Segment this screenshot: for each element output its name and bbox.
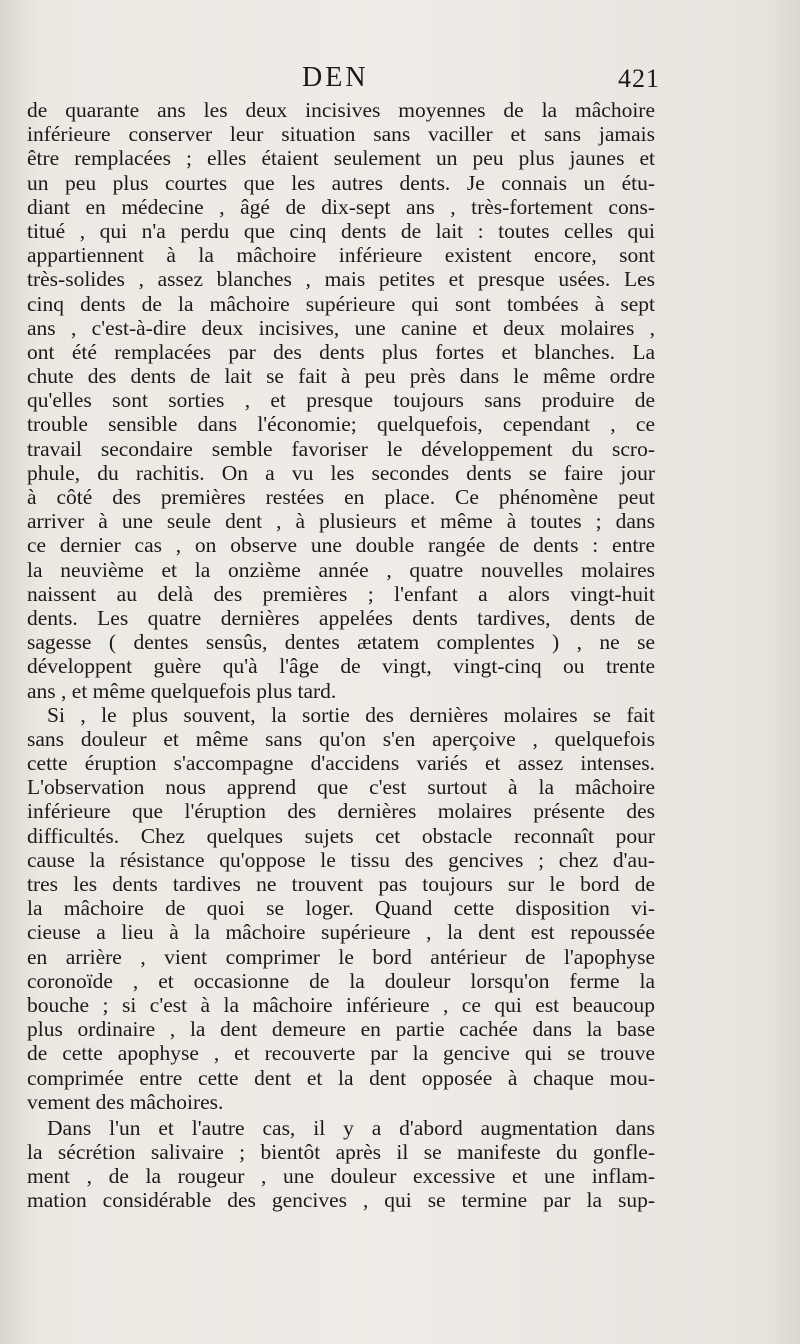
text-line: appartiennent à la mâchoire inférieure existent encore, sont (27, 243, 655, 268)
text-line: ont été remplacées par des dents plus fortes et blanches. La (27, 339, 655, 364)
text-line: qu'elles sont sorties , et presque toujours sans produire de (27, 388, 655, 413)
text-line: de cette apophyse , et recouverte par la gencive qui se trouve (27, 1041, 655, 1066)
text-line: en arrière , vient comprimer le bord antérieur de l'apophyse (27, 944, 655, 969)
text-line: cette éruption s'accompagne d'accidens variés et assez intenses. (27, 751, 655, 776)
paragraph-3 (27, 1116, 655, 1213)
text-line: travail secondaire semble favoriser le développement du scro- (27, 436, 655, 461)
text-line: coronoïde , et occasionne de la douleur lorsqu'on ferme la (27, 968, 655, 993)
text-line: très-solides , assez blanches , mais petites et presque usées. Les (27, 267, 655, 292)
text-line: dents. Les quatre dernières appelées dents tardives, dents de (27, 605, 655, 630)
text-line: être remplacées ; elles étaient seulement un peu plus jaunes et (27, 146, 655, 171)
text-line: de quarante ans les deux incisives moyennes de la mâchoire (27, 98, 655, 122)
text-line: trouble sensible dans l'économie; quelquefois, cependant , ce (27, 412, 655, 437)
text-line: plus ordinaire , la dent demeure en partie cachée dans la base (27, 1017, 655, 1042)
text-line: phule, du rachitis. On a vu les secondes dents se faire jour (27, 460, 655, 485)
text-line: tres les dents tardives ne trouvent pas toujours sur le bord de (27, 872, 655, 896)
paragraph-2 (27, 703, 655, 1114)
text-line: difficultés. Chez quelques sujets cet obstacle reconnaît pour (27, 823, 655, 848)
text-line: sagesse ( dentes sensûs, dentes ætatem complentes ) , ne se (27, 630, 655, 655)
text-line: vement des mâchoires. (27, 1089, 224, 1114)
text-line: ce dernier cas , on observe une double rangée de dents : entre (27, 533, 655, 558)
text-line: la sécrétion salivaire ; bientôt après il se manifeste du gonfle- (27, 1140, 655, 1165)
text-line: arriver à une seule dent , à plusieurs et même à toutes ; dans (27, 509, 655, 534)
running-head: DEN (302, 62, 369, 93)
page-header (0, 62, 800, 98)
text-line: bouche ; si c'est à la mâchoire inférieure , ce qui est beaucoup (27, 992, 655, 1017)
text-line: à côté des premières restées en place. Ce phénomène peut (27, 485, 655, 509)
text-line: la neuvième et la onzième année , quatre nouvelles molaires (27, 557, 655, 582)
text-line: naissent au delà des premières ; l'enfant a alors vingt-huit (27, 581, 655, 606)
text-line: développent guère qu'à l'âge de vingt, vingt-cinq ou trente (27, 654, 655, 679)
text-line: ans , et même quelquefois plus tard. (27, 678, 337, 703)
text-line: ment , de la rougeur , une douleur excessive et une inflam- (27, 1164, 655, 1189)
text-line: Si , le plus souvent, la sortie des dernières molaires se fait (47, 702, 655, 727)
text-line: Dans l'un et l'autre cas, il y a d'abord augmentation dans (47, 1115, 655, 1140)
text-line: inférieure que l'éruption des dernières molaires présente des (27, 799, 655, 824)
text-line: la mâchoire de quoi se loger. Quand cette disposition vi- (27, 896, 655, 921)
text-line: comprimée entre cette dent et la dent opposée à chaque mou- (27, 1065, 655, 1090)
text-line: cieuse a lieu à la mâchoire supérieure , la dent est repoussée (27, 920, 655, 945)
paragraph-1 (27, 98, 655, 703)
page-number: 421 (618, 64, 660, 93)
text-line: cinq dents de la mâchoire supérieure qui sont tombées à sept (27, 291, 655, 316)
text-line: cause la résistance qu'oppose le tissu des gencives ; chez d'au- (27, 847, 655, 872)
text-line: ans , c'est-à-dire deux incisives, une canine et deux molaires , (27, 315, 655, 340)
text-line: titué , qui n'a perdu que cinq dents de lait : toutes celles qui (27, 218, 655, 243)
text-line: sans douleur et même sans qu'on s'en aperçoive , quelquefois (27, 726, 655, 751)
text-line: L'observation nous apprend que c'est surtout à la mâchoire (27, 775, 655, 800)
text-line: mation considérable des gencives , qui se termine par la sup- (27, 1188, 655, 1213)
text-line: un peu plus courtes que les autres dents. Je connais un étu- (27, 170, 655, 195)
text-line: chute des dents de lait se fait à peu près dans le même ordre (27, 364, 655, 389)
body-text (27, 98, 655, 1213)
text-line: diant en médecine , âgé de dix-sept ans , très-fortement cons- (27, 194, 655, 219)
text-line: inférieure conserver leur situation sans vaciller et sans jamais (27, 122, 655, 147)
